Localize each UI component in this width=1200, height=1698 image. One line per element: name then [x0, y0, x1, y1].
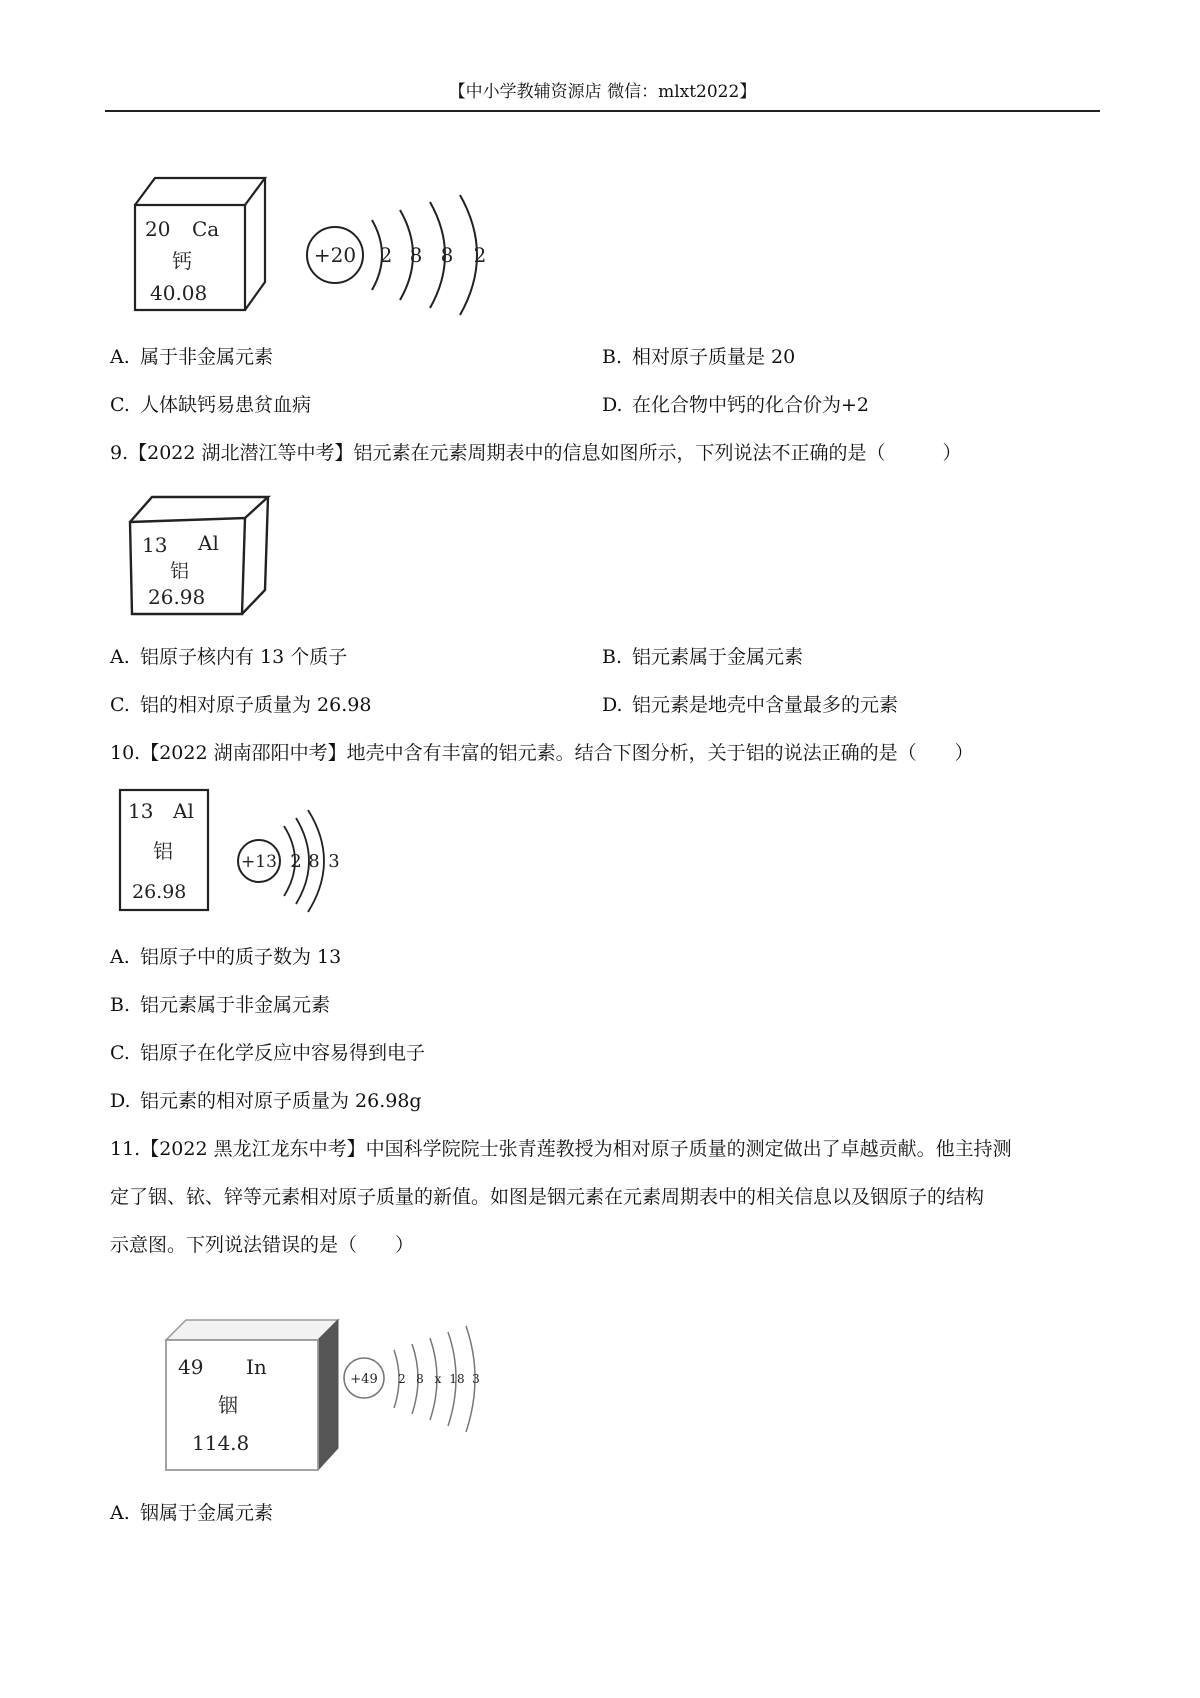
- option-text: 铝原子中的质子数为 13: [140, 946, 342, 968]
- element-symbol: Al: [173, 799, 194, 823]
- question-10-stem: 10.【2022 湖南邵阳中考】地壳中含有丰富的铝元素。结合下图分析，关于铝的说法正确的是（ ）: [110, 742, 974, 764]
- option-text: 在化合物中钙的化合价为+2: [632, 394, 870, 416]
- indium-figure: [158, 1298, 518, 1478]
- question-11-stem-line-2: 定了铟、铱、锌等元素相对原子质量的新值。如图是铟元素在元素周期表中的相关信息以及铟原子的结构: [110, 1186, 985, 1208]
- option-text: 铝原子在化学反应中容易得到电子: [140, 1042, 426, 1064]
- option-label: B.: [602, 646, 623, 668]
- element-name: 铟: [218, 1393, 238, 1417]
- calcium-diagram: [120, 170, 540, 320]
- shell-electron-count: 8: [440, 243, 454, 267]
- option-text: 铝元素属于金属元素: [632, 646, 804, 668]
- element-mass: 26.98: [148, 585, 206, 609]
- option-label: A.: [110, 1502, 130, 1524]
- question-11-stem-line-3: 示意图。下列说法错误的是（ ）: [110, 1234, 415, 1256]
- cube-side-face: [242, 497, 268, 614]
- shell-electron-count: 8: [409, 243, 423, 267]
- shell-electron-count: 18: [449, 1372, 465, 1386]
- element-symbol: Al: [198, 531, 219, 555]
- calcium-figure: [120, 170, 540, 320]
- element-number: 20: [145, 217, 171, 241]
- element-name: 铝: [153, 839, 173, 863]
- shell-electron-count: 2: [290, 851, 302, 872]
- shell-electron-count: 8: [308, 851, 320, 872]
- option-text: 铝元素属于非金属元素: [140, 994, 331, 1016]
- shell-electron-count: 2: [473, 243, 487, 267]
- option-c: [110, 391, 311, 419]
- option-d: [602, 691, 898, 719]
- nucleus-charge: +49: [350, 1372, 378, 1387]
- element-mass: 26.98: [132, 881, 187, 903]
- option-text: 铝的相对原子质量为 26.98: [140, 694, 372, 716]
- shell-electron-count: 3: [328, 851, 340, 872]
- element-number: 49: [178, 1355, 204, 1379]
- element-symbol: Ca: [192, 217, 220, 241]
- element-mass: 40.08: [150, 281, 208, 305]
- option-text: 人体缺钙易患贫血病: [140, 394, 312, 416]
- option-label: B.: [602, 346, 623, 368]
- nucleus-charge: +13: [241, 852, 277, 872]
- option-a: [110, 343, 273, 371]
- indium-diagram: [158, 1298, 518, 1478]
- question-11-stem-line-1: 11.【2022 黑龙江龙东中考】中国科学院院士张青莲教授为相对原子质量的测定做出了卓越贡献。他主持测: [110, 1138, 1012, 1160]
- option-label: D.: [602, 394, 623, 416]
- nucleus-charge: +20: [313, 243, 357, 267]
- option-label: C.: [110, 1042, 130, 1064]
- aluminum-figure-q9: [120, 492, 280, 622]
- cube-side-face: [318, 1320, 338, 1470]
- cube-side-face: [245, 178, 265, 310]
- header-divider: [105, 110, 1100, 112]
- option-text: 铝元素的相对原子质量为 26.98g: [140, 1090, 422, 1112]
- option-label: D.: [602, 694, 623, 716]
- option-text: 铝原子核内有 13 个质子: [140, 646, 348, 668]
- element-number: 13: [128, 799, 154, 823]
- option-label: A.: [110, 646, 130, 668]
- option-label: A.: [110, 946, 130, 968]
- element-name: 铝: [170, 560, 190, 582]
- option-b: [602, 643, 803, 671]
- shell-electron-count: x: [434, 1372, 442, 1386]
- option-label: C.: [110, 694, 130, 716]
- option-b: [110, 991, 330, 1019]
- option-a: [110, 1499, 273, 1527]
- option-d: [602, 391, 869, 419]
- option-c: [110, 691, 371, 719]
- option-label: D.: [110, 1090, 131, 1112]
- option-c: [110, 1039, 425, 1067]
- option-label: C.: [110, 394, 130, 416]
- cube-top-face: [130, 497, 268, 522]
- shell-electron-count: 2: [379, 243, 393, 267]
- element-symbol: In: [246, 1355, 267, 1379]
- option-text: 铝元素是地壳中含量最多的元素: [632, 694, 899, 716]
- cube-top-face: [166, 1320, 338, 1340]
- option-a: [110, 643, 347, 671]
- option-text: 铟属于金属元素: [140, 1502, 274, 1524]
- option-label: B.: [110, 994, 131, 1016]
- page-header: 【中小学教辅资源店 微信：mlxt2022】: [448, 82, 757, 102]
- aluminum-diagram: [118, 788, 358, 918]
- option-text: 属于非金属元素: [140, 346, 274, 368]
- cube-top-face: [135, 178, 265, 205]
- option-text: 相对原子质量是 20: [632, 346, 796, 368]
- aluminum-cube: [120, 492, 280, 622]
- option-b: [602, 343, 795, 371]
- question-9-stem: 9.【2022 湖北潜江等中考】铝元素在元素周期表中的信息如图所示，下列说法不正确的是（ ）: [110, 442, 962, 464]
- option-label: A.: [110, 346, 130, 368]
- shell-electron-count: 2: [398, 1372, 406, 1386]
- element-mass: 114.8: [192, 1431, 250, 1455]
- option-d: [110, 1087, 422, 1115]
- shell-electron-count: 8: [416, 1372, 424, 1386]
- shell-electron-count: 3: [472, 1372, 480, 1386]
- element-number: 13: [142, 533, 168, 557]
- element-name: 钙: [172, 249, 192, 273]
- option-a: [110, 943, 341, 971]
- aluminum-figure-q10: [118, 788, 358, 918]
